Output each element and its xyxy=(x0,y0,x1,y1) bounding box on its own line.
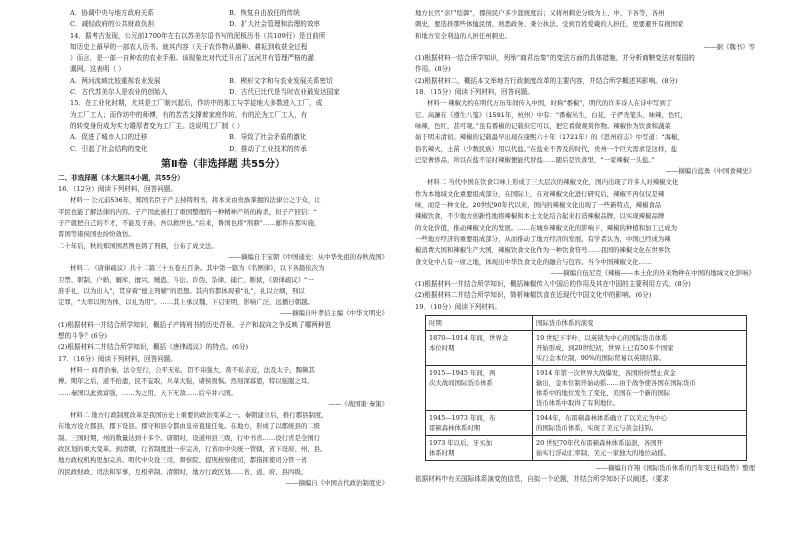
table-header-row xyxy=(426,316,747,331)
q18-material1-line: 味辣，色红，甚可观。”虽有番椒的记载但它可以，把它看做观赏作物。辣椒作为饮食和蔬菜 xyxy=(415,121,671,130)
q18-material2-line: 的文化价值，推动辣椒文化的发展。……在城乡辣椒文化的影响下，辣椒的种植和加工已成为 xyxy=(415,223,678,232)
q18-source1: ——摘编自蓝勇《中国食辣史》 xyxy=(665,167,755,176)
q17-material1-line: 材料一 商君治秦，法令至行，公平无私，罚不讳强大，赏不私亲近，法及太子，黥劓其 xyxy=(70,365,315,374)
q17-cont-source: ——据《魏书》等 xyxy=(703,42,755,51)
q15-option-a: A．促进了城市人口的迁移 xyxy=(70,133,148,142)
q17-heading: 17．（16分）阅读下列材料，回答问题。 xyxy=(58,354,177,363)
desc-line: 开始形成，到20世纪初，世界上已有50多个国家 xyxy=(536,344,674,353)
q17-question-line: (2)根据材料二，概括本文举地方行政制度改革的主要内容，并结合所学概述其影响。(8分) xyxy=(415,76,678,85)
desc-line: 1944年，布雷顿森林体系确立了以美元为中心 xyxy=(536,414,668,423)
q17-material2-line: 在地方设立郡县，郡下设县。郡守和县令都由皇帝直接任免。在地方，形成了以郡统县的二级 xyxy=(58,422,321,431)
q13-options-2 xyxy=(58,19,388,30)
q16-material1-line: 子产就把自己的不才，不能及子孙，吾以救世也。”后来，鲁国也将“刑鼎”……邮件在那实施， xyxy=(58,219,321,228)
table-row xyxy=(426,436,747,461)
q16-material2-line: 材料二 《唐律疏议》共十二篇三十五卷五百条。其中第一篇为《名例律》，以下各篇依次为 xyxy=(70,264,325,273)
q17-material1-line: 傅。期年之后，道不拾遗，民不妄取，兵革大强，诸侯畏惧。然刻深寡恩，特以强服之耳。 xyxy=(58,377,314,386)
q14-option-a: A．两河流域比较重视农业发展 xyxy=(70,76,161,85)
q19-source: ——摘编自许翔《国际货币体系的百年变迁和趋势》整理 xyxy=(595,464,755,473)
q16-heading: 16．（12分）阅读下列材料，回答问题。 xyxy=(58,185,177,194)
q14-stem-line: 知历史上最早的一部农人历书。就其内容（关于农作物从播种、耕耘到收获全过程 xyxy=(70,42,308,51)
period-line: 次大战间国际货币体系 xyxy=(429,379,493,388)
q18-material2-line: 材料二 当代中国在饮食口味上形成了三大层次的辣椒文化，国内出现了许多人对辣椒文化 xyxy=(427,178,679,187)
q18-material2-line: 作为本地域文化重要组成部分，在国际上，在对辣椒文化进行研究后，辣椒不再仅仅是辣 xyxy=(415,189,665,198)
q16-source2: ——摘编自叶孝信主编《中华文明史》 xyxy=(279,309,388,318)
left-column xyxy=(58,8,388,489)
desc-line: 体系中的地位发生了变化，美国在一个新的国际 xyxy=(536,389,671,398)
q16-material2-line: 卫禁、职制、户婚、厩库、擅兴、贼盗、斗讼、诈伪、杂律、捕亡、断狱，《唐律疏议》“一 xyxy=(58,275,314,284)
table-cell-period xyxy=(426,366,533,411)
q18-question-line: (2)根据材料二并结合所学知识，简析辣椒饮食在近现代中国文化中的影响。(6分) xyxy=(415,291,652,300)
q16-source1: ——摘编自于宝朝《中国通史：从中华先祖的春秋战国》 xyxy=(228,252,388,261)
q14-options-2 xyxy=(58,87,388,98)
table-row xyxy=(426,411,747,436)
period-line: 体系时期 xyxy=(429,449,455,458)
q18-material1-line: 俗名辣火，土苗（少数民族）用以代盐。”在盐业不普及的时代，贵州一个巨大需求是这样，盐 xyxy=(415,144,678,153)
table-cell-period xyxy=(426,436,533,461)
q14-stem-line: ）而言，是一部一自种农的农业手册。该现象比对代迁开出了远河并有管理严格的灌 xyxy=(70,54,314,63)
q18-material1-line: 它。高濂在《遵生八笺》（1591年，杭州）中有：“番椒丛生，白花，子俨秃笔头，味辣，色红， xyxy=(415,110,687,119)
table-cell-desc xyxy=(533,436,747,461)
right-column xyxy=(415,8,755,486)
table-cell-period xyxy=(426,331,533,366)
desc-line: 20 世纪70年代布雷顿森林体系崩溃，各国开 xyxy=(536,439,663,448)
q14-option-b: B．楔形文字和与农业发展关系密切 xyxy=(229,76,333,85)
q17-material2-line: 的民政财政、司法和军事，互相牵制。清朝时，地方行政区划……省、道、府、县四级。 xyxy=(58,467,308,476)
table-cell-desc xyxy=(533,366,747,411)
q14-option-c: C．古代苏美尔人是农业的创始人 xyxy=(70,88,168,97)
q17-material2-line: 地方政权机构更加完善。明代中央设三司，督察院、提刑按察使司，都指挥使司分管一省 xyxy=(58,456,308,465)
table-cell-desc xyxy=(533,411,747,436)
q16-question-line: 想的斗争？(6分) xyxy=(58,332,107,341)
q14-stem-line: 14．据考古发现，公元前1700年左右以苏美尔语书写的泥板历书（共109行）是目前所 xyxy=(70,31,326,40)
q16-material1-line: 二十年后，秋的郑国国君图也铸了刑鼎，公布了成文法。 xyxy=(58,241,218,250)
q17-cont-line: 刺史，要选择那些体恤民情、熟悉政务、秉公执法、受到百姓爱戴的人担任，更要避开有损国家 xyxy=(415,20,684,29)
period-line: 雷顿森林体系时期 xyxy=(429,424,481,433)
q16-material1-line: 平民也能了解法律的内容。子产因此被打了重国整理的一种精神产所的称杀，但子产回信：“ xyxy=(58,207,317,216)
desc-line: 19 世纪下半叶，以英镑为中心的国际货币体系 xyxy=(536,334,668,343)
period-line: 1870—1914 年间，世界金 xyxy=(429,334,509,343)
q18-material2-line: 一些地方经济的重要组成部分，从而推动了地方经济的发展。有学者认为，中国已经成为辣 xyxy=(415,234,671,243)
q15-stem-line: 为工厂工人；而作坊中的师傅，有的苦苦支撑着家庭作坊，有的沦为工厂工人，有 xyxy=(70,110,308,119)
q18-material1-line: 始于明末清初。辣椒的记载最早出现在康熙六十年（1721年）的《思州府志》中写道：“海椒， xyxy=(415,133,684,142)
section-subtitle: 二、非选择题（本大题共4小题，共55分） xyxy=(58,173,184,182)
q18-source2: ——摘编自伍尼克《辣椒——本土化的外来物种在中国的地域文化影响》 xyxy=(550,268,755,277)
q15-option-b: B．导致了社会矛盾的激化 xyxy=(229,133,307,142)
q17-cont-line: 和地方安全利益的人担任州刺史。 xyxy=(415,31,511,40)
currency-system-table xyxy=(425,315,747,461)
q17-cont-line: 地方长官“亲尸绘御”，郡侯民户多少涯统度后；又将州刺史分级为上、中、下各等，各州 xyxy=(415,9,665,17)
desc-line: 始实行浮动汇率制，美元一家独大的地位动摇。 xyxy=(536,449,671,458)
q17-source2: ——摘编自《中国古代政治制度史》 xyxy=(285,478,388,487)
q15-option-d: D．推动了工业技术的传承 xyxy=(229,144,307,153)
table-row xyxy=(426,331,747,366)
desc-line: 1914 年第一次世界大战爆发，各国纷纷禁止黄金 xyxy=(536,369,676,378)
q18-material1-line: 材料一 辣椒大约在明代万历年间传入中国，时称“番椒”，明代的许多诗人在诗中写到了 xyxy=(427,99,673,108)
desc-line: 输出，金本位制开始动摇……由于战争使各国在国际货币 xyxy=(536,379,696,388)
q17-material2-line: 制。三国时期，州的数量达到十多个。唐朝时，设道州县三级，行中书省……设行省是全国行 xyxy=(58,433,321,442)
q17-material2-line: 材料二 地方行政制度改革是我国历史上重要的政治变革之一。秦朝建立后，推行郡县制度， xyxy=(70,411,328,420)
q16-material1-line: 晋国等诸侯国也纷纷效仿。 xyxy=(58,230,135,239)
q18-question-line: (1)根据材料一并结合所学知识，概括辣椒传入中国后的作用及其在中国的主要利用方式。(8分) xyxy=(415,280,691,289)
period-line: 1945—1973 年间，布 xyxy=(429,414,496,423)
table-header-evolution: 国际货币体系的演变 xyxy=(533,316,747,331)
q13-options xyxy=(58,8,388,19)
q13-option-a: A．协调中央与地方政府关系 xyxy=(70,9,154,17)
table-header-period: 时期 xyxy=(426,316,533,331)
q15-options xyxy=(58,132,388,143)
q13-option-c: C．减轻政府的公共财政负担 xyxy=(70,20,155,29)
period-line: 1973 年以后，牙买加 xyxy=(429,439,493,448)
q16-question-line: (1)根据材料一并结合所学知识，概括子产铸刑书的历史背景。子产和叔向之争反映了哪两种思 xyxy=(58,320,332,329)
desc-line: 货币体系中取得了有利地位。 xyxy=(536,399,620,408)
q14-option-d: D．古代已比代是当时农业最发达国家 xyxy=(229,88,340,97)
period-line: 1915—1945 年间，两 xyxy=(429,369,496,378)
q17-question-line: 作用。(8分) xyxy=(415,65,451,74)
period-line: 本位时期 xyxy=(429,344,455,353)
q18-material2-line: 食文化中占有一席之地，体现出中华饮食文化的融合与包容。当今中国辣椒文化…… xyxy=(415,257,652,266)
q16-material2-line: 准乎礼，以为出入”，贯穿着“德主刑辅”的思想。其内容都体现着“礼”，礼以立纲，刑以 xyxy=(58,286,305,295)
q18-heading: 18．（15分）阅读下列材料，回答问题。 xyxy=(415,88,534,97)
section-title: 第Ⅱ卷（非选择题 共55分） xyxy=(161,158,285,170)
q14-options xyxy=(58,76,388,87)
q13-option-b: B．恢复自由放任的传统 xyxy=(229,9,300,17)
q18-material2-line: 椒消费大国和辣椒生产大国，辣椒饮食文化作为一种饮食符号……我国的辣椒文化在世界饮 xyxy=(415,246,671,255)
q13-option-d: D．扩大社会管理和治理的效率 xyxy=(229,20,321,29)
desc-line: 的国际货币体系，实现了美元与黄金挂钩。 xyxy=(536,424,658,433)
desc-line: 实行金本位制，90%的国际贸易以英镑结算。 xyxy=(536,354,666,363)
q15-stem-line: 的转变身份成为实力雄厚者变为工厂主。这说明工厂制（ ） xyxy=(70,121,244,130)
q19-question: 依据材料中有关国际体系演变的信息，自拟一个论题，并结合所学知识予以阐述。（要求 xyxy=(415,475,669,484)
q16-material2-line: 定罪，“大率以刑为体，以礼为用”。……其上承汉魏，下启宋明，影响广泛，远播日朝越。 xyxy=(58,298,314,307)
q17-material1-line: ……秦国以此致富强，……为之用，天下无敌……后卒并六国。 xyxy=(58,388,237,397)
table-cell-desc xyxy=(533,331,747,366)
q15-option-c: C．引起了社会结构的变化 xyxy=(70,144,148,153)
q15-options-2 xyxy=(58,144,388,155)
q18-material1-line: 巴是奢侈品，所以在盐不足时辣椒便能代替盐……随后是饮食里，“一家辣椒一头盐。” xyxy=(415,155,655,164)
table-cell-period xyxy=(426,411,533,436)
q17-source1: ——《战国策·秦策》 xyxy=(328,399,388,408)
q18-material2-line: 辣椒饮食，不少地方创新性地将辣椒和本土文化结合起来打造辣椒品牌，以实现辣椒品牌 xyxy=(415,212,665,221)
q17-material2-line: 政区划的重大变革。到清朝，行省制度进一步完善，行省由中央统一管辖，省下设府、州、县。 xyxy=(58,444,327,453)
q18-material2-line: 味，而是一种文化。20世纪90年代以来，国内的辣椒文化出现了一些新特点，辣椒食品 xyxy=(415,201,662,210)
q16-material1-line: 材料一 公元前536年，郑国名臣子产主持铸刑书，将本来由贵族掌握的法律公之于众，让 xyxy=(70,196,321,205)
q17-question-line: (1)根据材料一结合所学知识，列举“商君治秦”的变法方面的具体措施，并分析商鞅变法对秦国的 xyxy=(415,54,695,63)
q15-stem-line: 15．在工业化时期，尤其是工厂制兴起后，作坊中的那工与学徒地大多数进入工厂，成 xyxy=(70,99,323,108)
q19-heading: 19．（10分）阅读下列材料。 xyxy=(415,302,502,311)
q16-question-line: (2)根据材料二并结合所学知识，概括《唐律疏议》的特点。(6分) xyxy=(58,343,249,352)
q14-stem-line: 溉网。这表明（ ） xyxy=(70,65,125,74)
table-row xyxy=(426,366,747,411)
